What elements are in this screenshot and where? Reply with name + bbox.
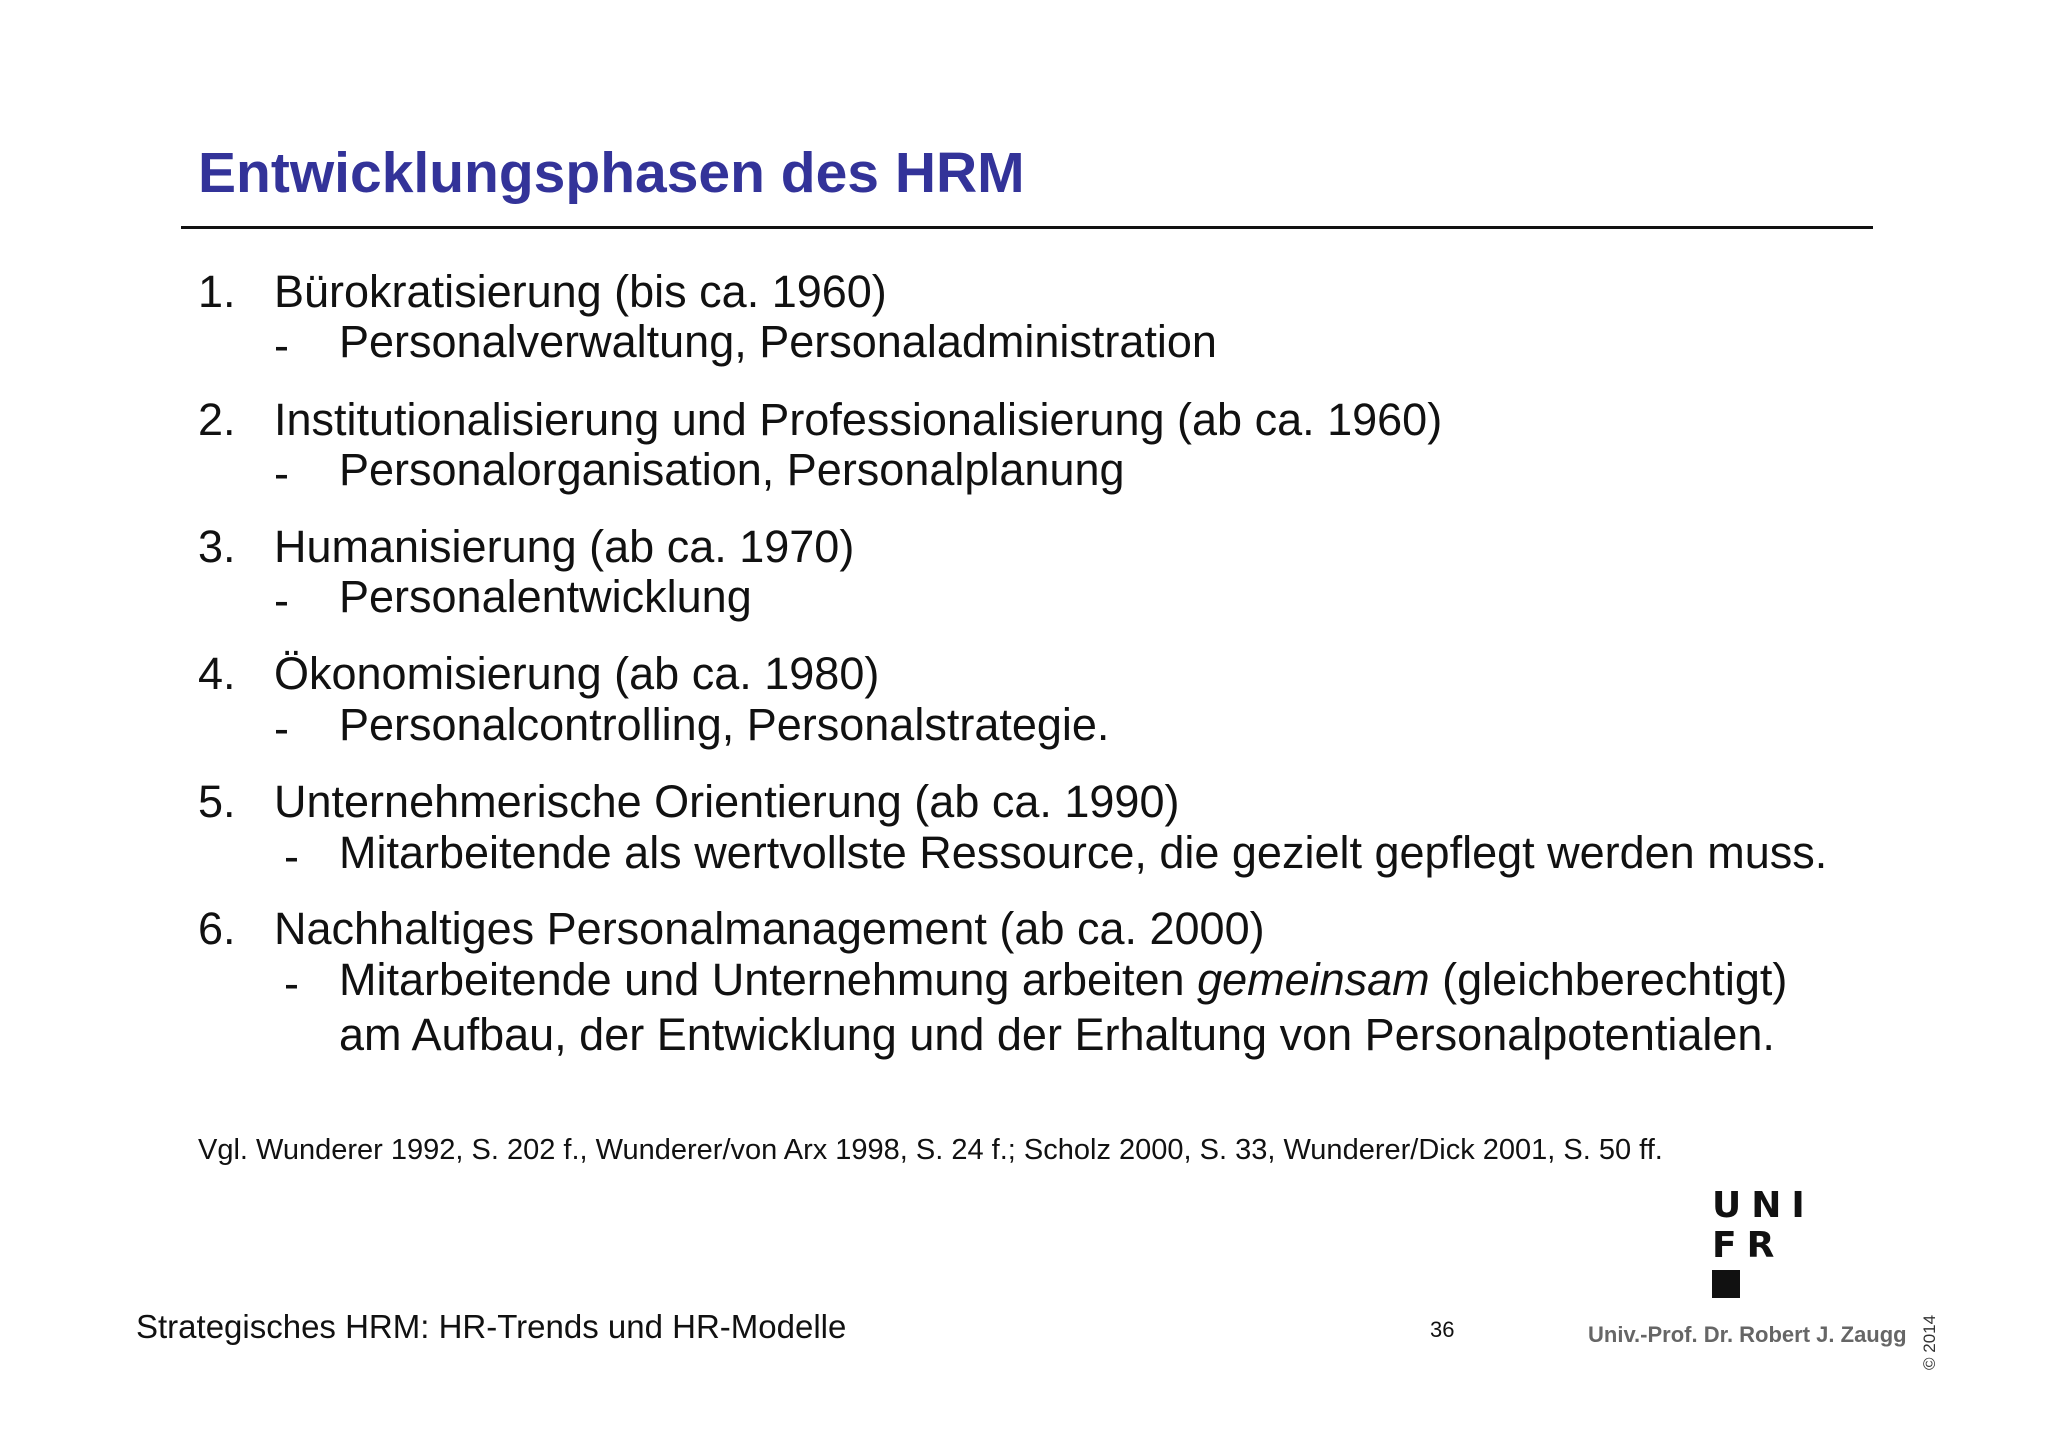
list-item-title: Unternehmerische Orientierung (ab ca. 1990) (274, 776, 1180, 827)
reference-note: Vgl. Wunderer 1992, S. 202 f., Wunderer/von Arx 1998, S. 24 f.; Scholz 2000, S. 33, Wunderer/Dick 2001, S. 50 ff. (198, 1134, 1663, 1166)
list-item-dash: - (284, 831, 299, 882)
list-item-detail: Mitarbeitende als wertvollste Ressource, die gezielt gepflegt werden muss. (339, 827, 1828, 878)
list-item-dash: - (274, 448, 289, 499)
list-item-title: Nachhaltiges Personalmanagement (ab ca. 2000) (274, 903, 1265, 954)
emphasis-text: gemeinsam (1197, 954, 1430, 1005)
list-item-detail: Personalentwicklung (339, 571, 752, 622)
list-item-detail: Personalverwaltung, Personaladministration (339, 316, 1217, 367)
list-item-dash: - (284, 958, 299, 1009)
detail-text: Mitarbeitende und Unternehmung arbeiten (339, 954, 1198, 1005)
list-item-number: 5. (198, 776, 236, 827)
course-title: Strategisches HRM: HR-Trends und HR-Modelle (136, 1308, 847, 1345)
list-item-number: 4. (198, 648, 236, 699)
list-item-title: Humanisierung (ab ca. 1970) (274, 521, 855, 572)
list-item-title: Ökonomisierung (ab ca. 1980) (274, 648, 880, 699)
list-item-detail: Personalcontrolling, Personalstrategie. (339, 699, 1110, 750)
author-name: Univ.-Prof. Dr. Robert J. Zaugg (1588, 1322, 1907, 1347)
detail-text: (gleichberechtigt) (1429, 954, 1788, 1005)
list-item-title: Institutionalisierung und Professionalisierung (ab ca. 1960) (274, 394, 1443, 445)
slide-title: Entwicklungsphasen des HRM (198, 141, 1025, 205)
list-item-detail (339, 952, 1787, 1007)
list-item-number: 2. (198, 394, 236, 445)
list-item-dash: - (274, 575, 289, 626)
list-item-detail-line2: am Aufbau, der Entwicklung und der Erhaltung von Personalpotentialen. (339, 1009, 1775, 1060)
page-number: 36 (1430, 1317, 1455, 1342)
list-item-dash: - (274, 320, 289, 371)
list-item-dash: - (274, 703, 289, 754)
copyright-notice: © 2014 (1920, 1314, 1939, 1370)
list-item-number: 6. (198, 903, 236, 954)
logo-text: FR (1712, 1225, 1785, 1266)
list-item-detail: Personalorganisation, Personalplanung (339, 444, 1125, 495)
list-item-title: Bürokratisierung (bis ca. 1960) (274, 266, 887, 317)
list-item-number: 3. (198, 521, 236, 572)
title-divider (181, 226, 1873, 229)
logo-square-icon (1712, 1270, 1740, 1298)
logo-text: UNI (1712, 1185, 1815, 1226)
list-item-number: 1. (198, 266, 236, 317)
unifr-logo (1712, 1185, 1815, 1298)
